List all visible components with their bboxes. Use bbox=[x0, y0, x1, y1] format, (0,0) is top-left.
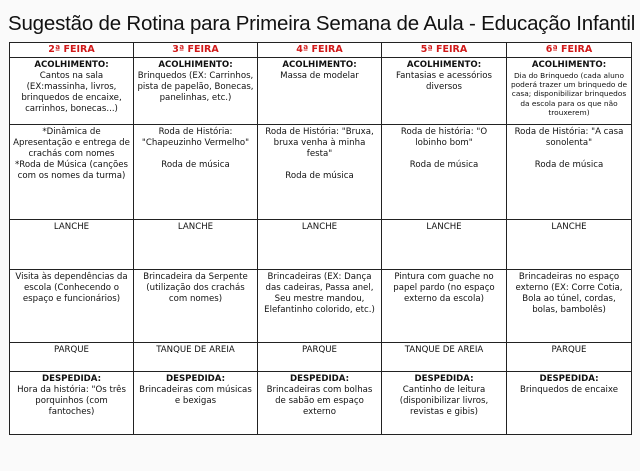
table-cell: LANCHE bbox=[134, 220, 258, 270]
table-cell bbox=[258, 270, 382, 343]
cell-text: Roda de História: "Bruxa, bruxa venha à minha festa" bbox=[265, 127, 374, 159]
table-row-lanche bbox=[10, 220, 632, 270]
cell-text: Roda de história: "O lobinho bom" bbox=[400, 127, 488, 148]
cell-heading: ACOLHIMENTO: bbox=[158, 60, 233, 70]
table-cell bbox=[10, 372, 134, 435]
cell-text: Roda de música bbox=[161, 160, 230, 170]
table-row-despedida bbox=[10, 372, 632, 435]
cell-heading: ACOLHIMENTO: bbox=[282, 60, 357, 70]
table-cell: TANQUE DE AREIA bbox=[134, 343, 258, 372]
table-cell: Visita às dependências da escola (Conhecendo o espaço e funcionários) bbox=[10, 270, 134, 343]
table-cell bbox=[258, 58, 382, 125]
table-cell bbox=[258, 125, 382, 220]
day-header: 4ª FEIRA bbox=[258, 43, 382, 58]
table-cell: LANCHE bbox=[382, 220, 507, 270]
table-row-acolhimento bbox=[10, 58, 632, 125]
table-cell bbox=[134, 372, 258, 435]
table-cell: LANCHE bbox=[258, 220, 382, 270]
table-cell bbox=[382, 372, 507, 435]
routine-table bbox=[9, 42, 632, 435]
table-cell: Pintura com guache no papel pardo (no espaço externo da escola) bbox=[382, 270, 507, 343]
table-cell bbox=[258, 372, 382, 435]
table-cell bbox=[10, 125, 134, 220]
day-header: 5ª FEIRA bbox=[382, 43, 507, 58]
cell-text: Brinquedos de encaixe bbox=[519, 385, 619, 395]
table-cell bbox=[134, 125, 258, 220]
cell-text: Roda de música bbox=[534, 160, 604, 170]
cell-text: Roda de História: "Chapeuzinho Vermelho" bbox=[141, 127, 250, 148]
table-cell: PARQUE bbox=[507, 343, 632, 372]
cell-text: Roda de História: "A casa sonolenta" bbox=[514, 127, 624, 148]
cell-text: Brinquedos (EX: Carrinhos, pista de papelão, Bonecas, panelinhas, etc.) bbox=[137, 71, 254, 103]
day-header: 2ª FEIRA bbox=[10, 43, 134, 58]
table-cell bbox=[382, 58, 507, 125]
cell-text: *Roda de Música (canções com os nomes da turma) bbox=[14, 160, 129, 181]
cell-heading: ACOLHIMENTO: bbox=[406, 60, 482, 70]
table-row-roda bbox=[10, 125, 632, 220]
table-cell bbox=[10, 58, 134, 125]
table-cell: LANCHE bbox=[507, 220, 632, 270]
cell-text: *Dinâmica de Apresentação e entrega de crachás com nomes bbox=[13, 127, 130, 159]
table-cell: TANQUE DE AREIA bbox=[382, 343, 507, 372]
day-header: 3ª FEIRA bbox=[134, 43, 258, 58]
cell-text: Brincadeiras (EX: Dança das cadeiras, Passa anel, Seu mestre mandou, Elefantinho colorido, etc.) bbox=[264, 272, 375, 315]
table-cell bbox=[134, 58, 258, 125]
cell-text: Cantos na sala (EX:massinha, livros, brinquedos de encaixe, carrinhos, bonecas...) bbox=[21, 71, 122, 114]
cell-heading: ACOLHIMENTO: bbox=[34, 60, 109, 70]
table-cell: PARQUE bbox=[10, 343, 134, 372]
cell-text: Cantinho de leitura (disponibilizar livros, revistas e gibis) bbox=[399, 385, 489, 417]
table-cell bbox=[507, 58, 632, 125]
cell-heading: DESPEDIDA: bbox=[41, 374, 102, 384]
cell-text: Brincadeiras com bolhas de sabão em espaço externo bbox=[266, 385, 373, 417]
cell-heading: DESPEDIDA: bbox=[165, 374, 226, 384]
day-header: 6ª FEIRA bbox=[507, 43, 632, 58]
table-cell: PARQUE bbox=[258, 343, 382, 372]
table-row-brincadeira bbox=[10, 270, 632, 343]
cell-text: Dia do Brinquedo (cada aluno poderá trazer um brinquedo de casa; disponibilizar brinquedos da escola para os que não trouxerem) bbox=[510, 71, 628, 117]
cell-heading: DESPEDIDA: bbox=[414, 374, 474, 384]
table-cell: LANCHE bbox=[10, 220, 134, 270]
cell-heading: DESPEDIDA: bbox=[289, 374, 350, 384]
cell-text: Roda de música bbox=[409, 160, 479, 170]
cell-heading: ACOLHIMENTO: bbox=[531, 60, 607, 70]
cell-text: Fantasias e acessórios diversos bbox=[395, 71, 492, 92]
table-cell bbox=[507, 125, 632, 220]
cell-heading: DESPEDIDA: bbox=[539, 374, 599, 384]
table-cell: Brincadeiras no espaço externo (EX: Corre Cotia, Bola ao túnel, cordas, bolas, bambolês) bbox=[507, 270, 632, 343]
cell-text: Roda de música bbox=[285, 171, 354, 181]
cell-text: Hora da história: "Os três porquinhos (com fantoches) bbox=[17, 385, 126, 417]
table-cell bbox=[382, 125, 507, 220]
page-title: Sugestão de Rotina para Primeira Semana de Aula - Educação Infantil bbox=[8, 12, 636, 35]
cell-text: Brincadeiras com músicas e bexigas bbox=[139, 385, 252, 406]
table-row-parque bbox=[10, 343, 632, 372]
table-cell: Brincadeira da Serpente (utilização dos crachás com nomes) bbox=[134, 270, 258, 343]
table-cell bbox=[507, 372, 632, 435]
cell-text: Massa de modelar bbox=[280, 71, 359, 81]
table-header-row bbox=[10, 43, 632, 58]
